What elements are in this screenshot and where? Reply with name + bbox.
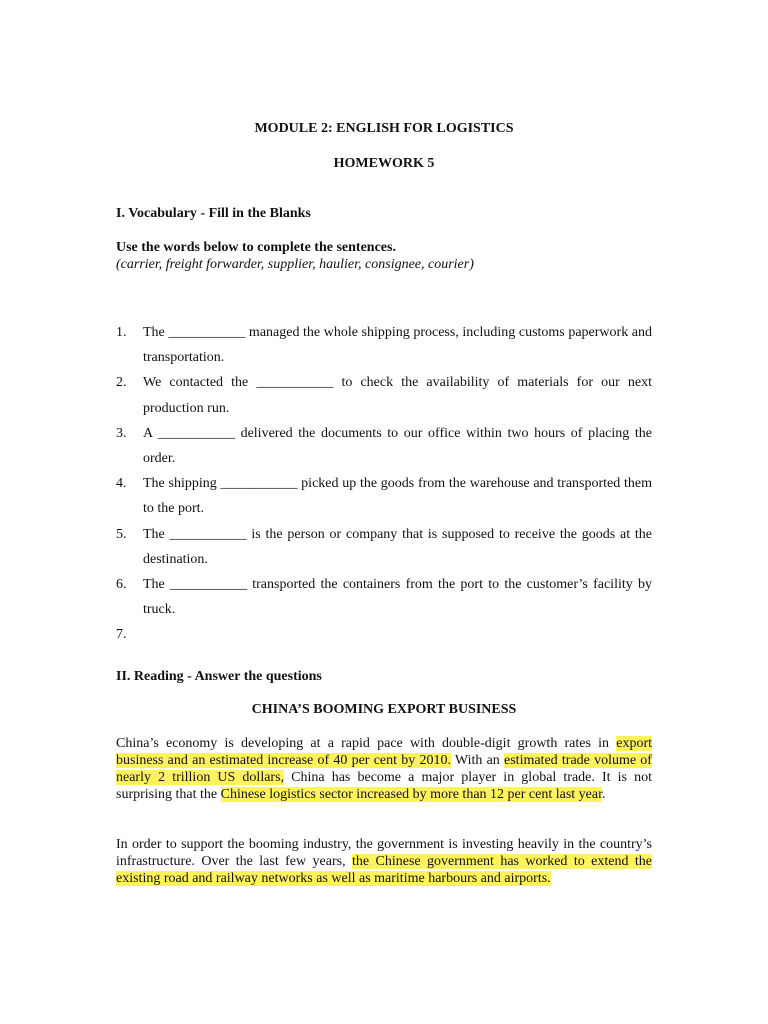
vocabulary-instruction: Use the words below to complete the sentences. (116, 240, 396, 255)
article-title: CHINA’S BOOMING EXPORT BUSINESS (251, 702, 517, 717)
list-item-number: 2. (116, 375, 127, 391)
paragraph-text: China has become a major player in global trade. It is not surprising that the (116, 769, 653, 802)
article-paragraph-1 (116, 736, 652, 804)
list-item-number: 6. (116, 577, 127, 593)
list-item-number: 5. (116, 526, 127, 542)
list-item-text: The shipping ___________ picked up the goods from the warehouse and transported them to the port. (143, 476, 652, 517)
list-item-number: 4. (116, 476, 127, 492)
paragraph-text: In order to support the booming industry, the government is investing heavily in the country’s infrastructure. Over the last few years, (116, 837, 652, 869)
list-item-text: The ___________ is the person or company that is supposed to receive the goods at the destination. (143, 526, 652, 567)
list-item (116, 320, 652, 370)
list-item-number: 3. (116, 425, 127, 441)
section-vocabulary-heading: I. Vocabulary - Fill in the Blanks (116, 206, 311, 221)
highlighted-text: estimated trade volume of nearly 2 trillion US dollars, (116, 752, 652, 785)
paragraph-text: With an (450, 752, 505, 768)
list-item-number: 7. (116, 627, 127, 643)
list-item-text: The ___________ managed the whole shipping process, including customs paperwork and transportation. (143, 325, 652, 366)
homework-title: HOMEWORK 5 (333, 156, 435, 171)
highlighted-text: export business and an estimated increase of 40 per cent by 2010. (116, 736, 652, 768)
list-item-text: We contacted the ___________ to check the availability of materials for our next production run. (143, 375, 652, 416)
paragraph-text: . (602, 786, 606, 802)
section-reading-heading: II. Reading - Answer the questions (116, 669, 322, 684)
vocabulary-word-list: (carrier, freight forwarder, supplier, haulier, consignee, courier) (116, 257, 474, 272)
highlighted-text: Chinese logistics sector increased by more than 12 per cent last year (220, 786, 602, 802)
article-paragraph-2 (116, 837, 652, 888)
list-item-text: A ___________ delivered the documents to our office within two hours of placing the order. (143, 425, 652, 467)
list-item (116, 370, 652, 420)
list-item (116, 471, 652, 521)
list-item (116, 572, 652, 622)
list-item-text: The ___________ transported the containers from the port to the customer’s facility by truck. (143, 577, 652, 618)
list-item-number: 1. (116, 325, 127, 340)
list-item (116, 421, 652, 471)
module-title: MODULE 2: ENGLISH FOR LOGISTICS (254, 121, 514, 136)
list-item (116, 522, 652, 572)
vocabulary-list (116, 320, 652, 643)
paragraph-text: China’s economy is developing at a rapid pace with double-digit growth rates in (116, 736, 617, 751)
highlighted-text: the Chinese government has worked to extend the existing road and railway networks as well as maritime harbours and airports. (116, 853, 652, 886)
